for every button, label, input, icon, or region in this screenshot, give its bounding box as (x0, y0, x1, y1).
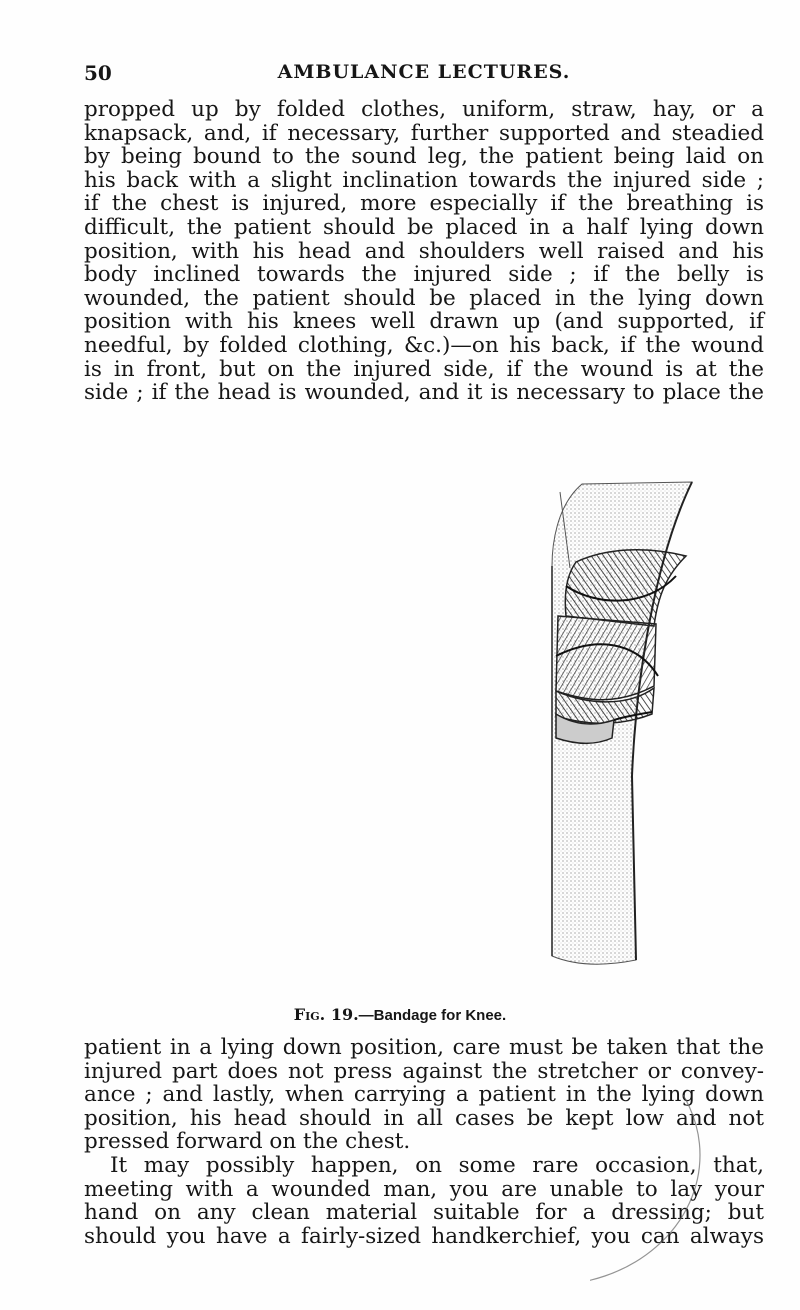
text-line: propped up by folded clothes, uniform, straw, hay, or a (84, 97, 764, 122)
text-line: his back with a slight inclination towards the injured side ; (84, 167, 764, 193)
text-line: pressed forward on the chest. (84, 1129, 411, 1155)
running-title: AMBULANCE LECTURES. (277, 61, 571, 83)
text-line: It may possibly happen, on some rare occasion, that, (110, 1153, 764, 1178)
text-line: needful, by folded clothing, &c.)—on his back, if the wound (84, 332, 764, 358)
text-line: is in front, but on the injured side, if the wound is at the (84, 356, 764, 382)
figure-label: Fig. 19. (293, 1005, 359, 1024)
text-line: body inclined towards the injured side ; if the belly is (84, 262, 764, 288)
text-line: hand on any clean material suitable for a dressing; but (84, 1200, 764, 1226)
text-line: position, with his head and shoulders well raised and his (84, 238, 764, 264)
text-line: injured part does not press against the stretcher or convey- (84, 1058, 764, 1084)
text-line: should you have a fairly-sized handkerchief, you can always (84, 1223, 764, 1249)
text-line: position, his head should in all cases be kept low and not (84, 1105, 764, 1131)
text-line: position with his knees well drawn up (and supported, if (84, 309, 764, 335)
text-line: meeting with a wounded man, you are unable to lay your (84, 1176, 764, 1202)
text-line: by being bound to the sound leg, the patient being laid on (84, 144, 764, 170)
text-line: wounded, the patient should be placed in the lying down (84, 285, 764, 311)
text-line: ance ; and lastly, when carrying a patient in the lying down (84, 1082, 764, 1108)
page-header (84, 61, 764, 91)
knee-bandage-illustration (486, 476, 696, 974)
library-stamp (590, 1095, 790, 1310)
page-number: 50 (84, 61, 112, 85)
top-paragraph (84, 98, 764, 405)
text-line: knapsack, and, if necessary, further supported and steadied (84, 120, 764, 146)
figure-caption (0, 1005, 800, 1024)
text-line: difficult, the patient should be placed in a half lying down (84, 214, 764, 240)
text-line: patient in a lying down position, care must be taken that the (84, 1035, 764, 1060)
text-line: if the chest is injured, more especially if the breathing is (84, 191, 764, 217)
text-line: side ; if the head is wounded, and it is necessary to place the (84, 380, 764, 406)
figure-caption-text: —Bandage for Knee. (358, 1007, 507, 1024)
